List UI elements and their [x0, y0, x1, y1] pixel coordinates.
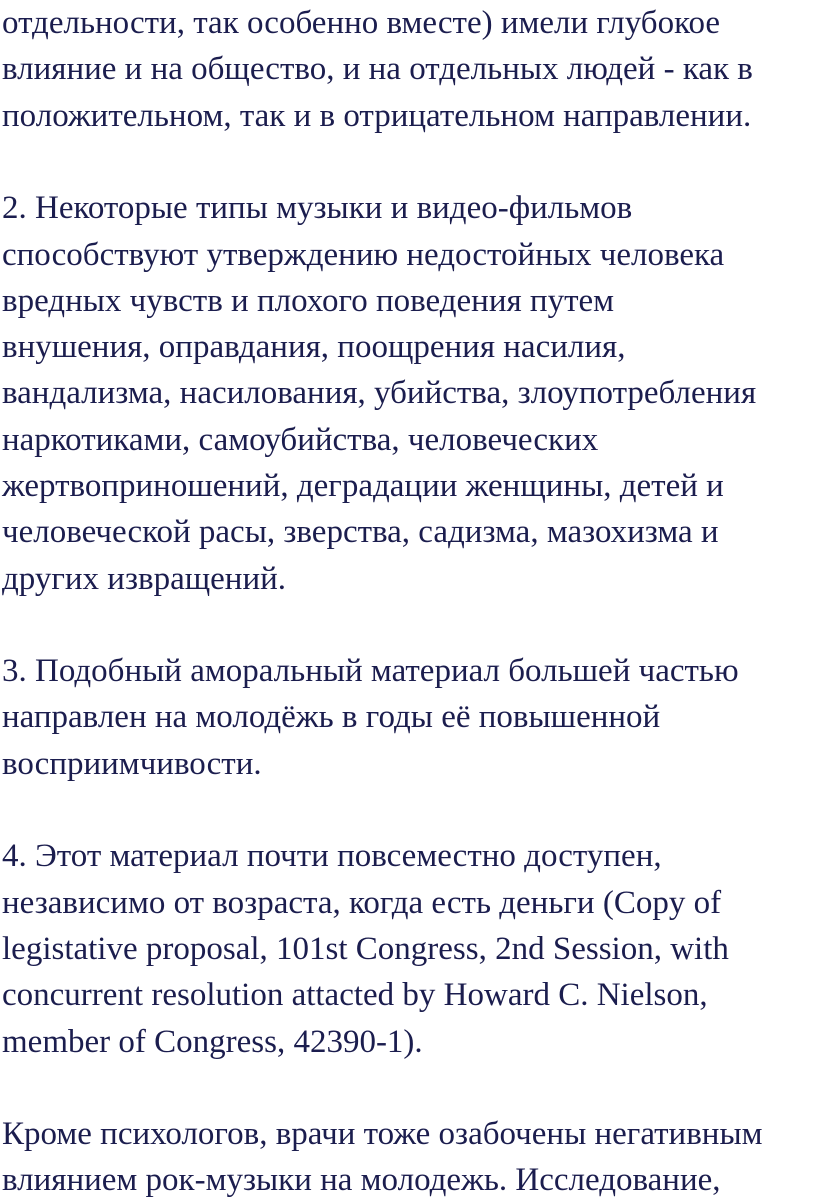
text-line: жертвоприношений, деградации женщины, детей и — [2, 468, 724, 504]
text-line: 3. Подобный аморальный материал большей частью — [2, 653, 739, 689]
text-line: влияние и на общество, и на отдельных людей - как в — [2, 51, 753, 87]
text-line: legistative proposal, 101st Congress, 2nd Session, with — [2, 931, 729, 967]
text-line: способствуют утверждению недостойных человека — [2, 237, 725, 273]
text-line: направлен на молодёжь в годы её повышенной — [2, 699, 661, 735]
text-line: concurrent resolution attacted by Howard C. Nielson, — [2, 977, 708, 1013]
text-line: положительном, так и в отрицательном направлении. — [2, 98, 752, 134]
text-line: человеческой расы, зверства, садизма, мазохизма и — [2, 514, 719, 550]
text-line: member of Congress, 42390-1). — [2, 1024, 423, 1060]
text-line: вредных чувств и плохого поведения путем — [2, 283, 615, 319]
text-line: 4. Этот материал почти повсеместно доступен, — [2, 838, 662, 874]
text-line: восприимчивости. — [2, 746, 262, 782]
text-line: Кроме психологов, врачи тоже озабочены негативным — [2, 1116, 763, 1152]
text-line: наркотиками, самоубийства, человеческих — [2, 422, 599, 458]
text-line: влиянием рок-музыки на молодежь. Исследование, — [2, 1162, 721, 1198]
text-line: вандализма, насилования, убийства, злоупотребления — [2, 375, 757, 411]
text-line: 2. Некоторые типы музыки и видео-фильмов — [2, 190, 633, 226]
text-line: отдельности, так особенно вместе) имели глубокое — [2, 5, 720, 41]
text-line: независимо от возраста, когда есть деньги (Copy of — [2, 885, 722, 921]
text-line: других извращений. — [2, 561, 287, 597]
text-line: внушения, оправдания, поощрения насилия, — [2, 329, 626, 365]
